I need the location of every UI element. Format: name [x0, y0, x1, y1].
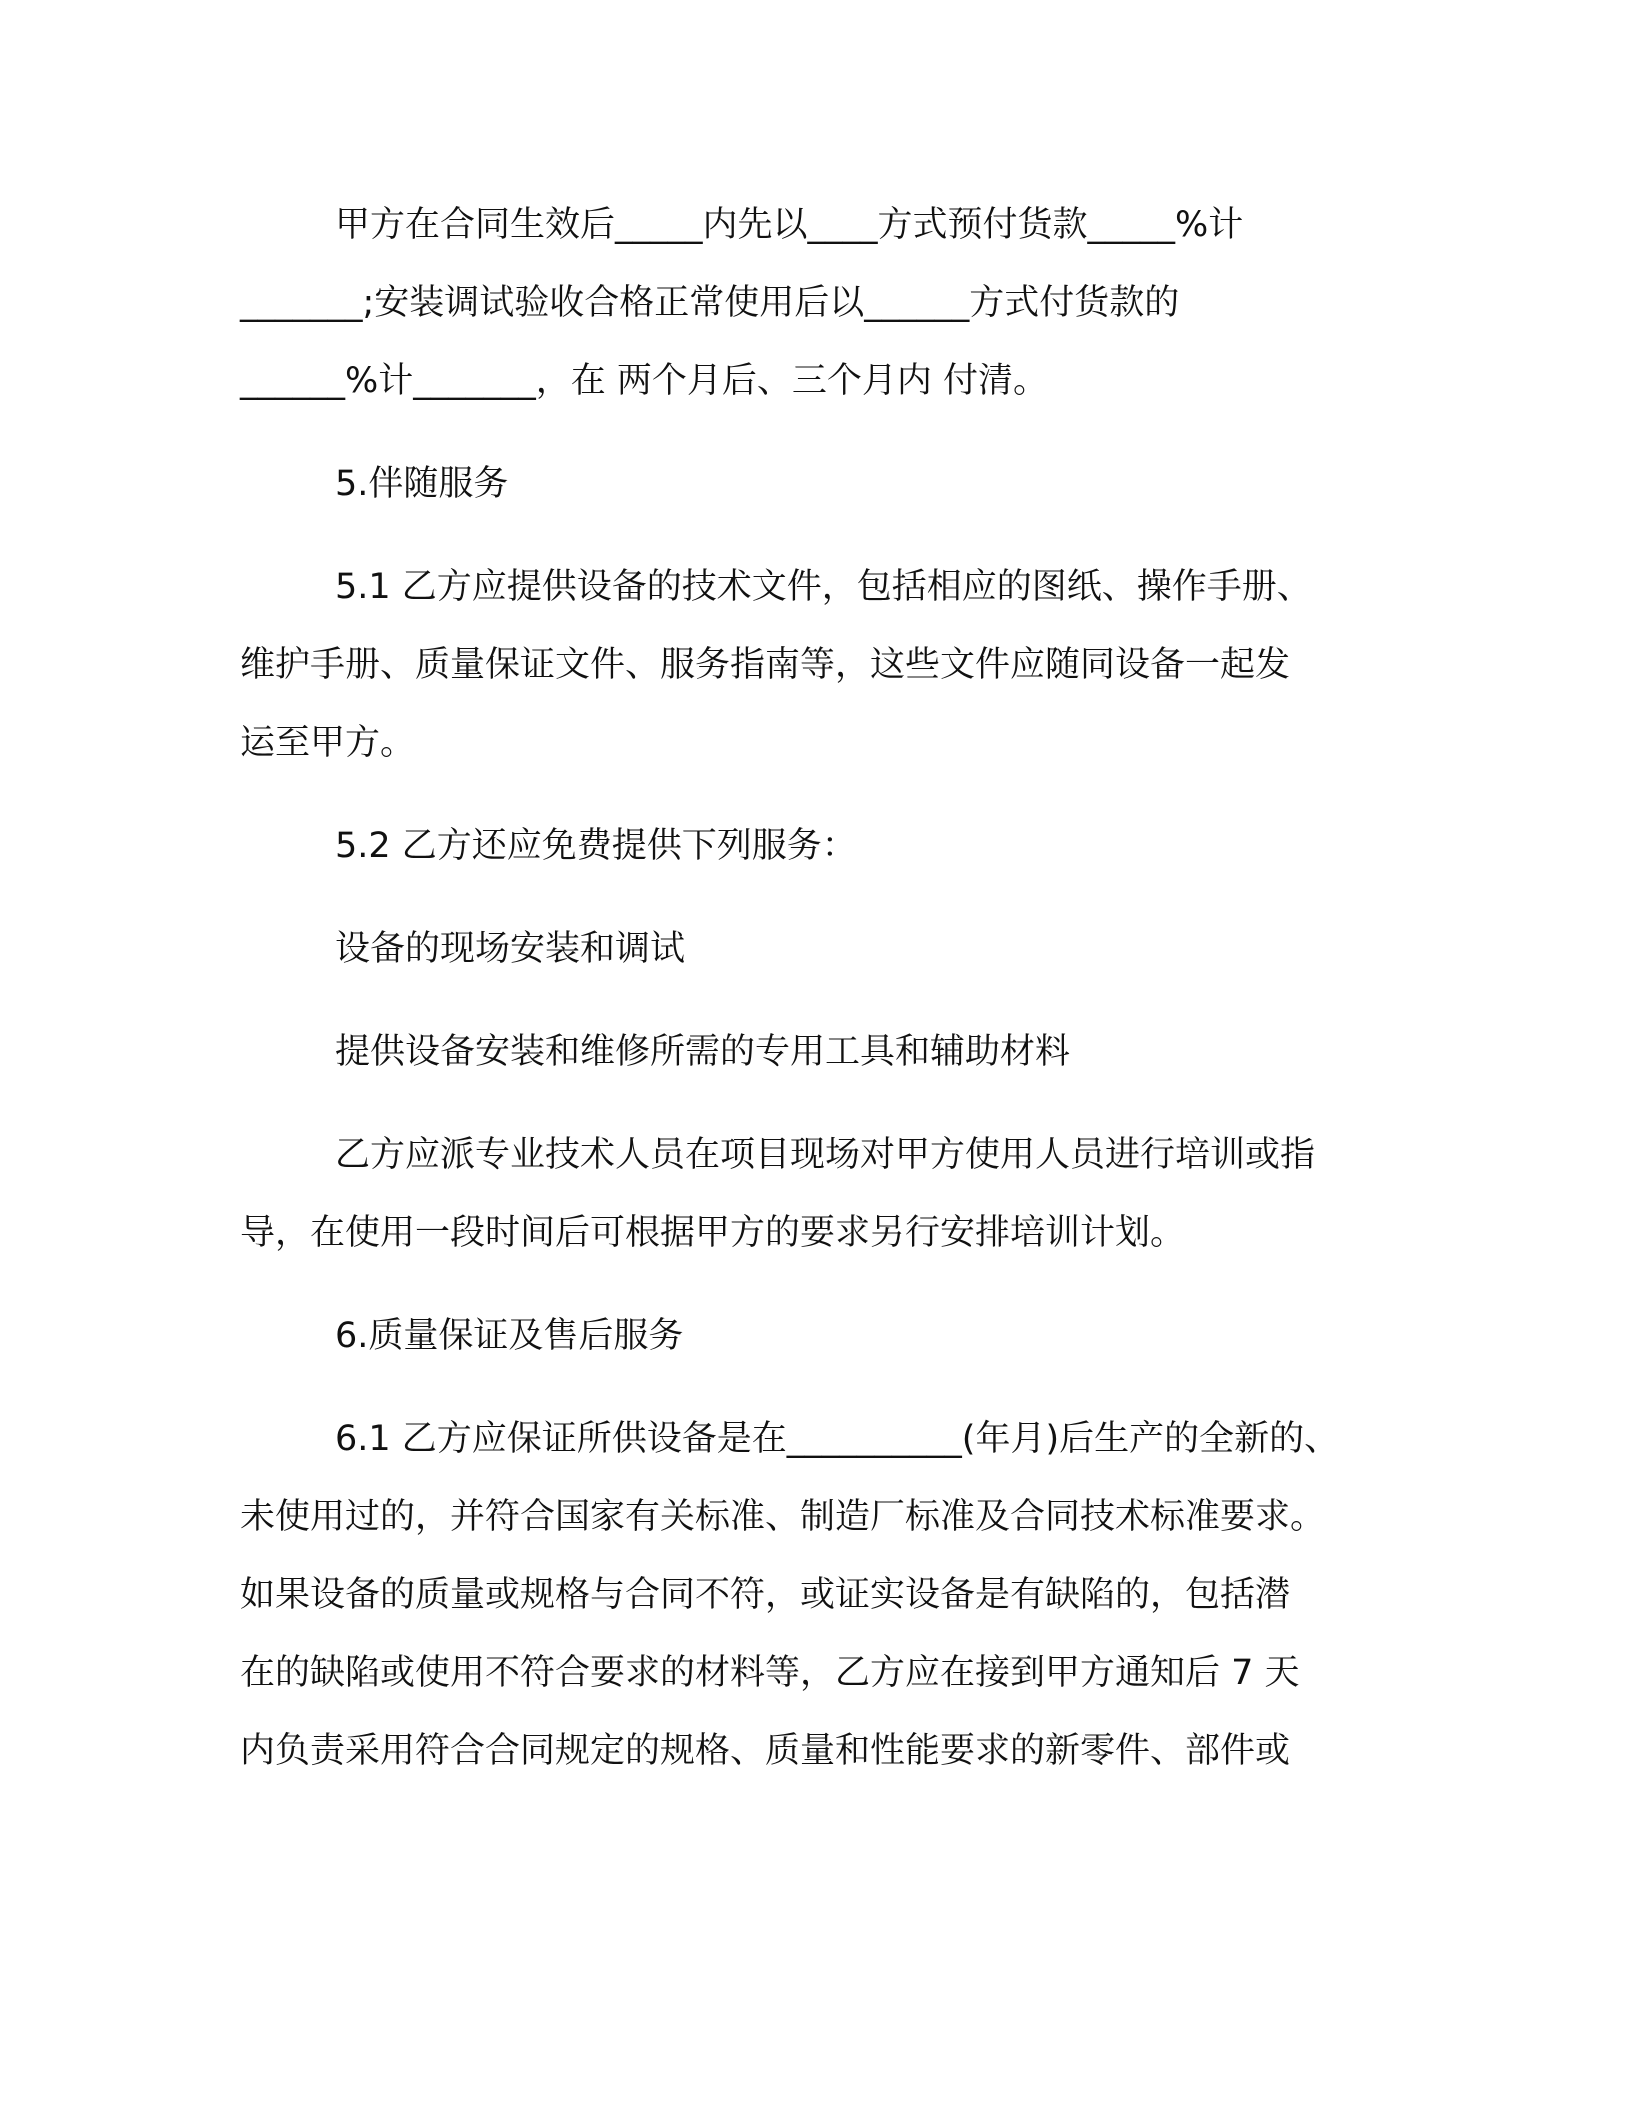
text-line: 如果设备的质量或规格与合同不符，或证实设备是有缺陷的，包括潜 — [240, 1575, 1291, 1615]
payment-terms-paragraph — [240, 186, 1410, 420]
text-line: _______;安装调试验收合格正常使用后以______方式付货款的 — [240, 283, 1180, 323]
text-line: 甲方在合同生效后_____内先以____方式预付货款_____%计 — [335, 205, 1244, 245]
heading-text: 6.质量保证及售后服务 — [335, 1316, 684, 1356]
service-item-tools — [240, 1013, 1410, 1091]
section-heading-quality-assurance — [240, 1297, 1410, 1375]
text-line: 提供设备安装和维修所需的专用工具和辅助材料 — [335, 1032, 1071, 1072]
text-line: 维护手册、质量保证文件、服务指南等，这些文件应随同设备一起发 — [240, 645, 1291, 685]
text-line: 5.2 乙方还应免费提供下列服务： — [335, 826, 857, 866]
text-line: 设备的现场安装和调试 — [335, 929, 686, 969]
heading-text: 5.伴随服务 — [335, 464, 509, 504]
text-line: ______%计_______，在 两个月后、三个月内 付清。 — [240, 361, 1049, 401]
text-line: 乙方应派专业技术人员在项目现场对甲方使用人员进行培训或指 — [335, 1135, 1316, 1175]
text-line: 6.1 乙方应保证所供设备是在__________(年月)后生产的全新的、 — [335, 1419, 1340, 1459]
text-line: 未使用过的，并符合国家有关标准、制造厂标准及合同技术标准要求。 — [240, 1497, 1326, 1537]
text-line: 在的缺陷或使用不符合要求的材料等，乙方应在接到甲方通知后 7 天 — [240, 1653, 1300, 1693]
clause-5-1-paragraph — [240, 548, 1410, 782]
service-item-training — [240, 1116, 1410, 1272]
text-line: 导，在使用一段时间后可根据甲方的要求另行安排培训计划。 — [240, 1213, 1186, 1253]
service-item-installation — [240, 910, 1410, 988]
section-heading-accompanying-services — [240, 445, 1410, 523]
clause-5-2-paragraph — [240, 807, 1410, 885]
clause-6-1-paragraph — [240, 1400, 1410, 1790]
text-line: 5.1 乙方应提供设备的技术文件，包括相应的图纸、操作手册、 — [335, 567, 1312, 607]
text-line: 内负责采用符合合同规定的规格、质量和性能要求的新零件、部件或 — [240, 1731, 1291, 1771]
text-line: 运至甲方。 — [240, 723, 416, 763]
document-body — [240, 186, 1410, 1815]
